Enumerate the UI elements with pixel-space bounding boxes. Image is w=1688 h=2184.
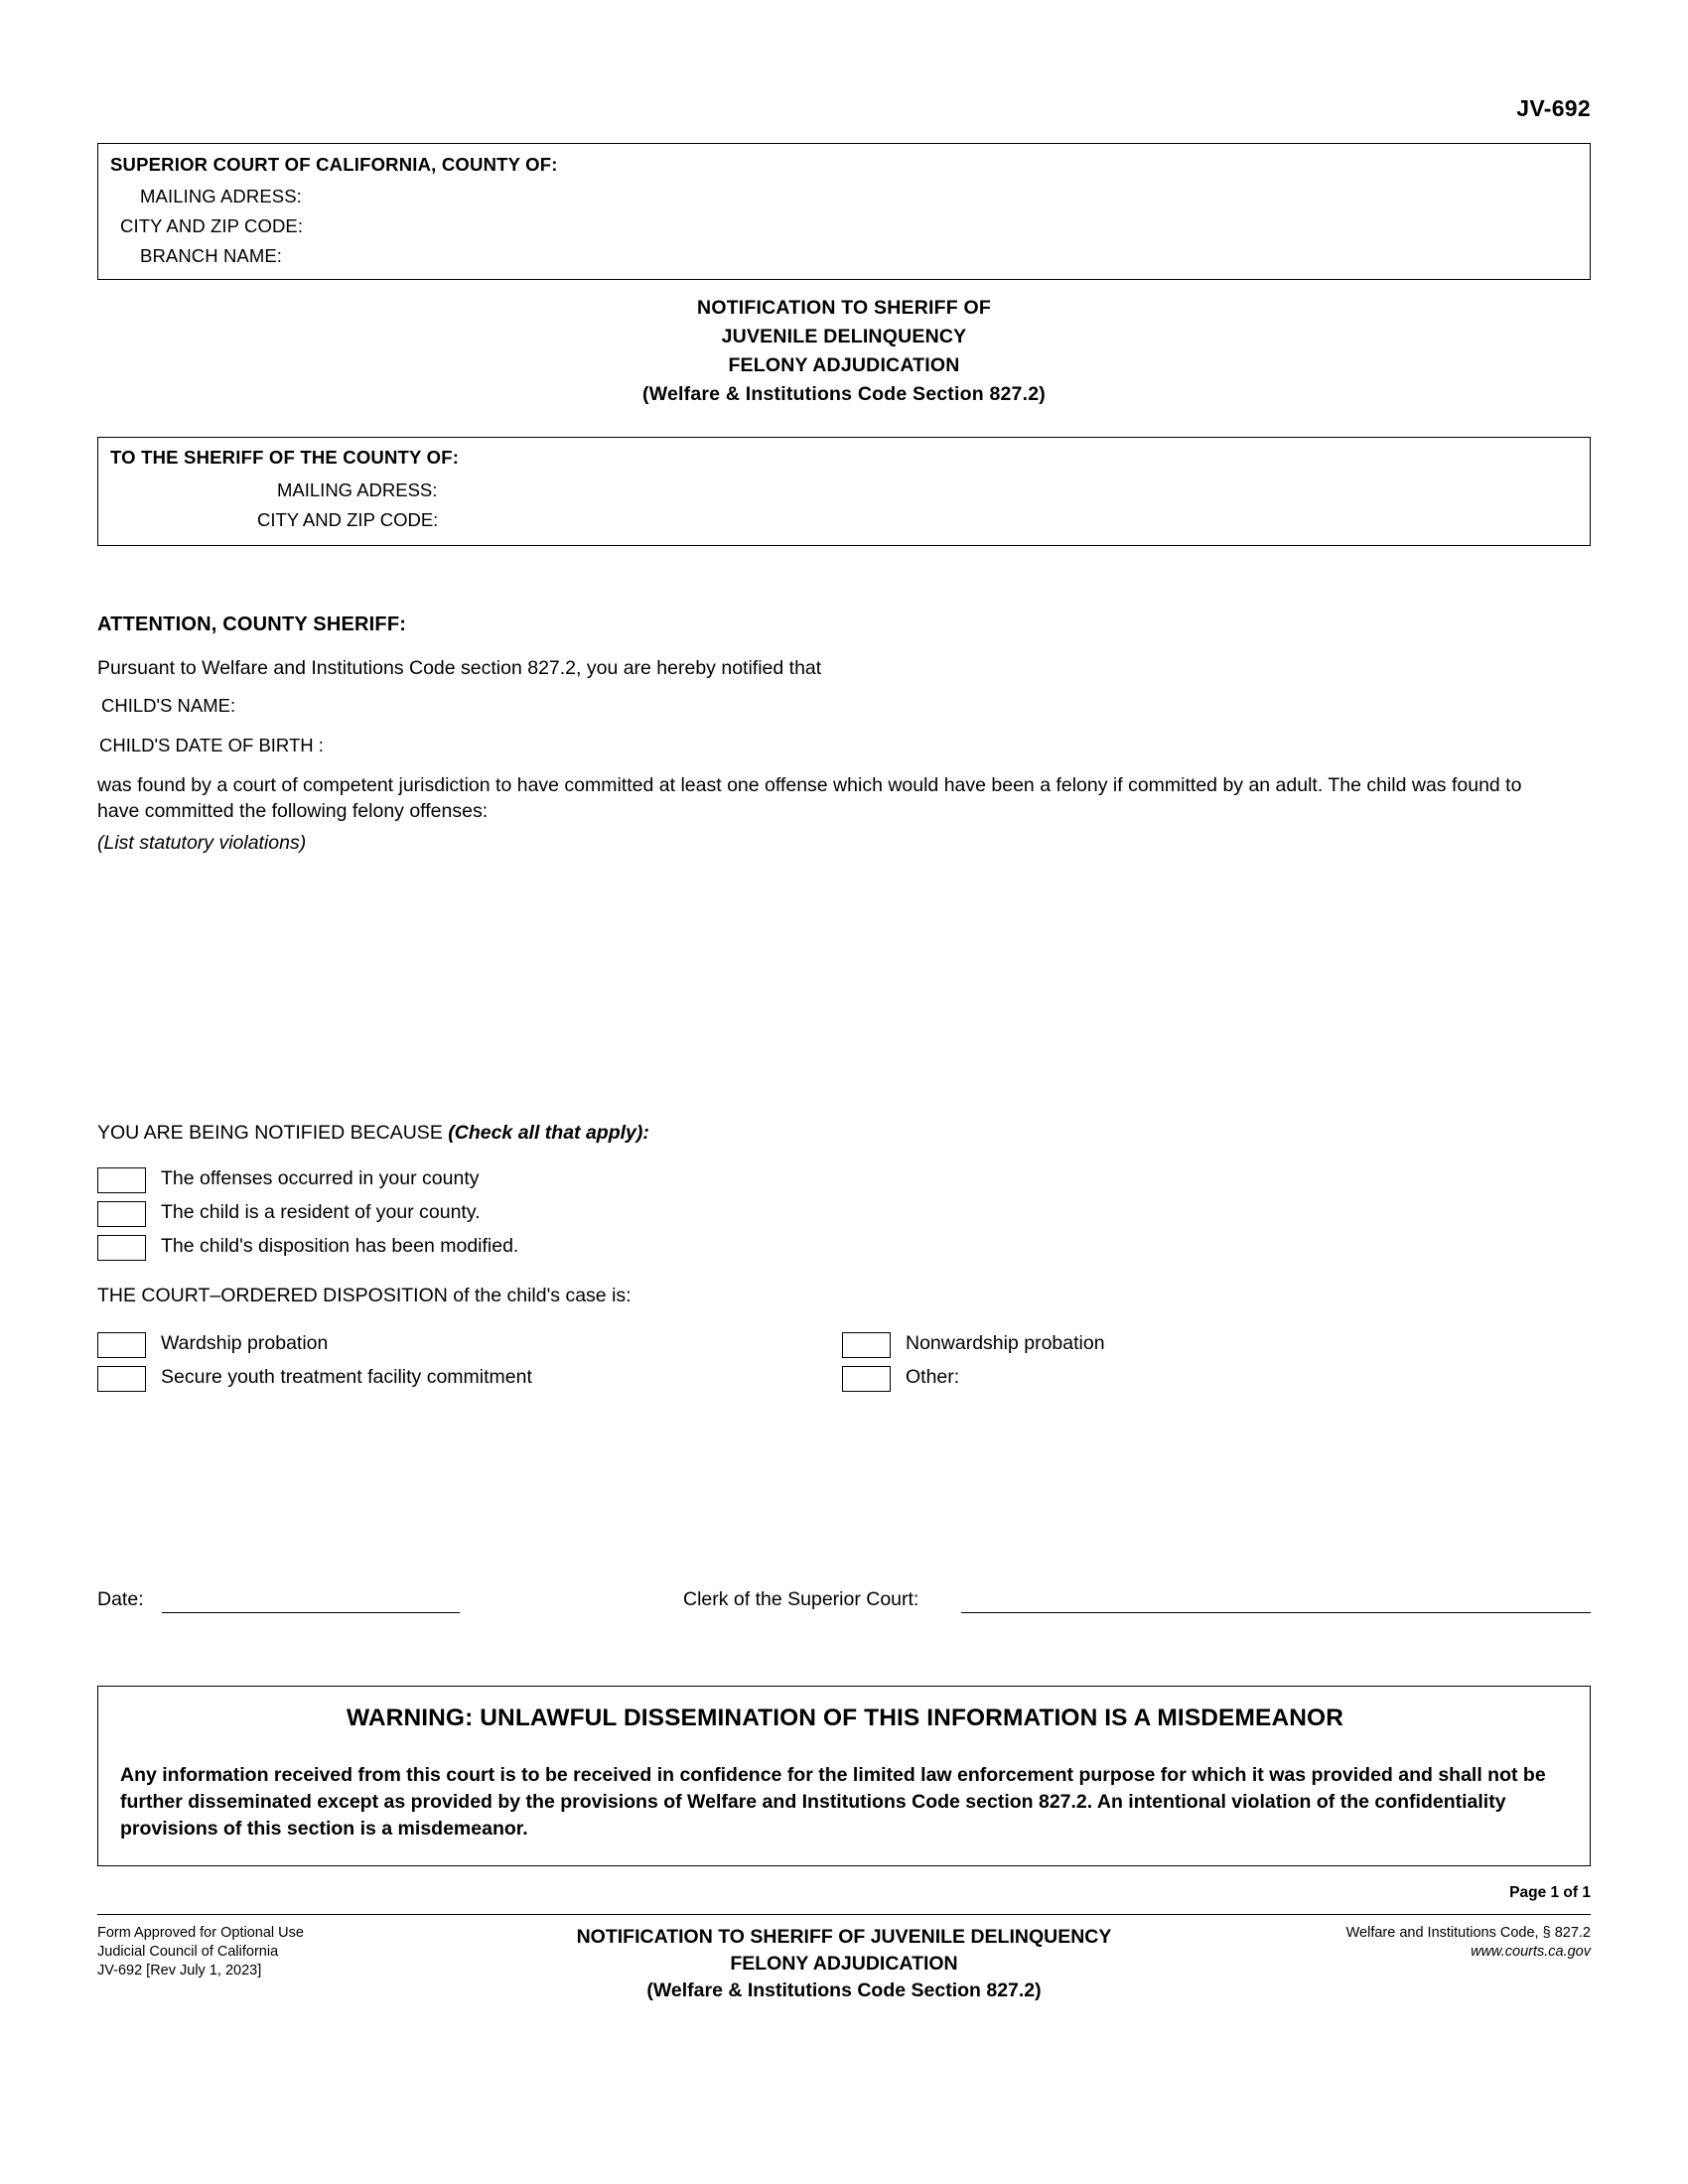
sheriff-mailing-address-label: MAILING ADRESS:: [277, 479, 438, 500]
warning-box: [97, 1686, 1591, 1866]
date-input-line[interactable]: [162, 1612, 460, 1613]
felony-finding-paragraph: was found by a court of competent jurisdiction to have committed at least one offense which would have been a felony if committed by an adult. The child was found to have committed the following felony offenses:: [97, 774, 1522, 822]
title-line-1: NOTIFICATION TO SHERIFF OF: [697, 297, 991, 319]
sheriff-city-zip-label: CITY AND ZIP CODE:: [257, 509, 439, 530]
checkbox-child-resident[interactable]: [97, 1201, 146, 1227]
label-secure-youth-treatment: Secure youth treatment facility commitment: [161, 1366, 532, 1388]
checkbox-offenses-in-county[interactable]: [97, 1167, 146, 1193]
footer-title-line-1: NOTIFICATION TO SHERIFF OF JUVENILE DELINQUENCY: [576, 1926, 1112, 1948]
child-name-label: CHILD'S NAME:: [101, 695, 236, 716]
page-number: Page 1 of 1: [1509, 1884, 1591, 1901]
court-branch-name-label: BRANCH NAME:: [140, 245, 283, 266]
court-name-label: SUPERIOR COURT OF CALIFORNIA, COUNTY OF:: [110, 154, 558, 175]
footer-approval-line: Form Approved for Optional Use: [97, 1925, 304, 1941]
footer-right-block: [1346, 1924, 1591, 1962]
footer-code-citation: Welfare and Institutions Code, § 827.2: [1345, 1925, 1591, 1941]
form-number: JV-692: [1516, 95, 1591, 121]
disposition-heading: THE COURT–ORDERED DISPOSITION of the child's case is:: [97, 1285, 632, 1306]
document-title: [97, 294, 1591, 409]
footer-title-line-2: FELONY ADJUDICATION: [730, 1953, 958, 1975]
footer-website-link[interactable]: www.courts.ca.gov: [1471, 1944, 1591, 1960]
checkbox-other[interactable]: [842, 1366, 891, 1392]
footer-divider: [97, 1914, 1591, 1915]
label-nonwardship-probation: Nonwardship probation: [906, 1332, 1105, 1354]
checkbox-wardship-probation[interactable]: [97, 1332, 146, 1358]
check-all-that-apply-note: (Check all that apply):: [448, 1122, 649, 1144]
court-mailing-address-label: MAILING ADRESS:: [140, 186, 302, 206]
warning-body: Any information received from this court is to be received in confidence for the limited law enforcement purpose for which it was provided and shall not be further disseminated except as provided by the provisions of Welfare and Institutions Code section 827.2. An intentional violation of the confidentiality provisions of this section is a misdemeanor.: [120, 1764, 1546, 1840]
title-line-2: JUVENILE DELINQUENCY: [721, 326, 967, 347]
label-disposition-modified: The child's disposition has been modified.: [161, 1235, 519, 1257]
label-wardship-probation: Wardship probation: [161, 1332, 329, 1354]
warning-title: WARNING: UNLAWFUL DISSEMINATION OF THIS INFORMATION IS A MISDEMEANOR: [346, 1705, 1343, 1731]
label-other: Other:: [906, 1366, 960, 1388]
list-statutory-violations-note: (List statutory violations): [97, 832, 307, 854]
footer-title-line-3: (Welfare & Institutions Code Section 827.2): [646, 1979, 1042, 2001]
title-line-4: (Welfare & Institutions Code Section 827.2): [642, 383, 1046, 405]
footer-council-line: Judicial Council of California: [97, 1944, 279, 1960]
attention-heading: ATTENTION, COUNTY SHERIFF:: [97, 614, 407, 635]
title-line-3: FELONY ADJUDICATION: [728, 354, 960, 376]
footer-revision-line: JV-692 [Rev July 1, 2023]: [97, 1963, 262, 1979]
child-dob-label: CHILD'S DATE OF BIRTH :: [99, 735, 324, 755]
label-child-resident: The child is a resident of your county.: [161, 1201, 481, 1223]
court-city-zip-label: CITY AND ZIP CODE:: [120, 215, 304, 236]
checkbox-nonwardship-probation[interactable]: [842, 1332, 891, 1358]
pursuant-paragraph: Pursuant to Welfare and Institutions Code section 827.2, you are hereby notified that: [97, 657, 822, 679]
court-information-box: [97, 143, 1591, 280]
sheriff-county-label: TO THE SHERIFF OF THE COUNTY OF:: [110, 447, 460, 468]
clerk-label: Clerk of the Superior Court:: [683, 1588, 919, 1610]
notified-because-text: YOU ARE BEING NOTIFIED BECAUSE: [97, 1122, 449, 1144]
checkbox-disposition-modified[interactable]: [97, 1235, 146, 1261]
clerk-signature-line[interactable]: [961, 1612, 1591, 1613]
date-label: Date:: [97, 1588, 144, 1610]
sheriff-information-box: [97, 437, 1591, 546]
checkbox-secure-youth-treatment[interactable]: [97, 1366, 146, 1392]
label-offenses-in-county: The offenses occurred in your county: [161, 1167, 480, 1189]
notified-because-heading: [97, 1122, 649, 1145]
